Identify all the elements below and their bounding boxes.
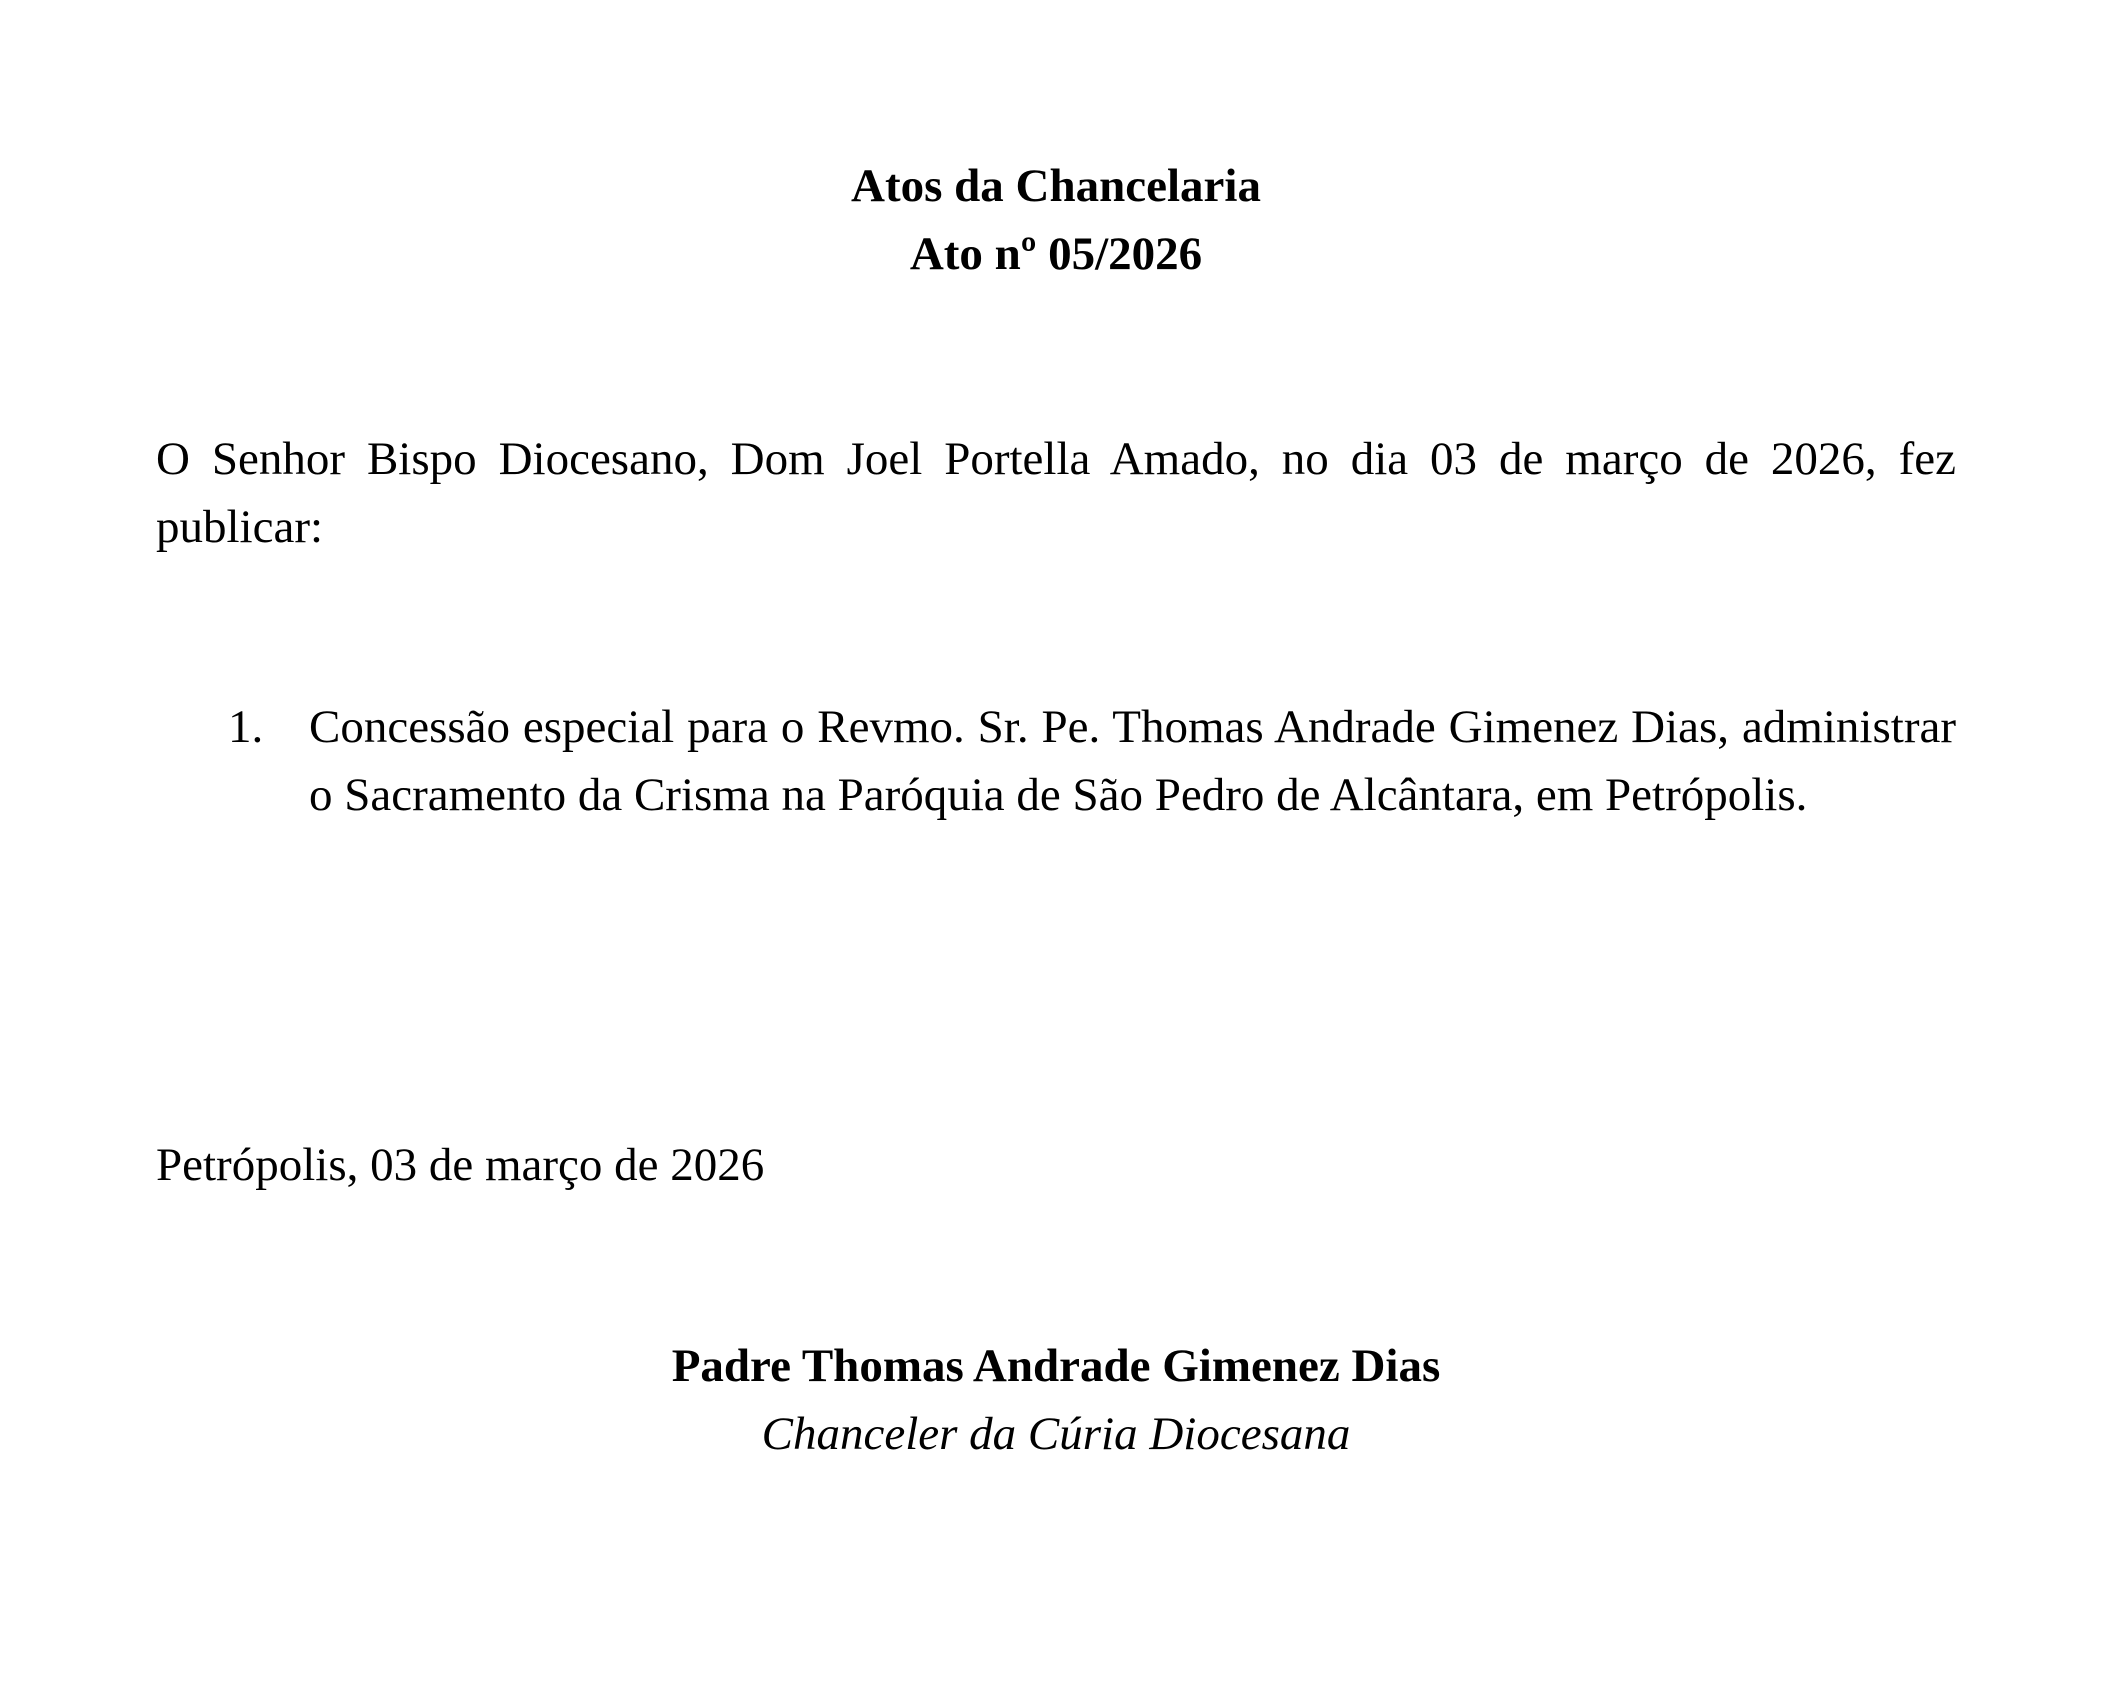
document-title: Atos da Chancelaria — [851, 160, 1261, 212]
act-number: Ato nº 05/2026 — [909, 228, 1203, 280]
list-item — [156, 693, 1956, 829]
intro-paragraph: O Senhor Bispo Diocesano, Dom Joel Portella Amado, no dia 03 de março de 2026, fez publicar: — [156, 433, 1956, 553]
list-item-number: 1. — [228, 701, 264, 753]
list-item-text: Concessão especial para o Revmo. Sr. Pe. Thomas Andrade Gimenez Dias, administrar o Sacramento da Crisma na Paróquia de São Pedro de Alcântara, em Petrópolis. — [309, 701, 1956, 821]
place-date: Petrópolis, 03 de março de 2026 — [156, 1139, 765, 1191]
document-header — [0, 152, 2112, 288]
signatory-role: Chanceler da Cúria Diocesana — [761, 1408, 1351, 1460]
signature-block — [0, 1332, 2112, 1468]
signatory-name: Padre Thomas Andrade Gimenez Dias — [671, 1340, 1441, 1392]
